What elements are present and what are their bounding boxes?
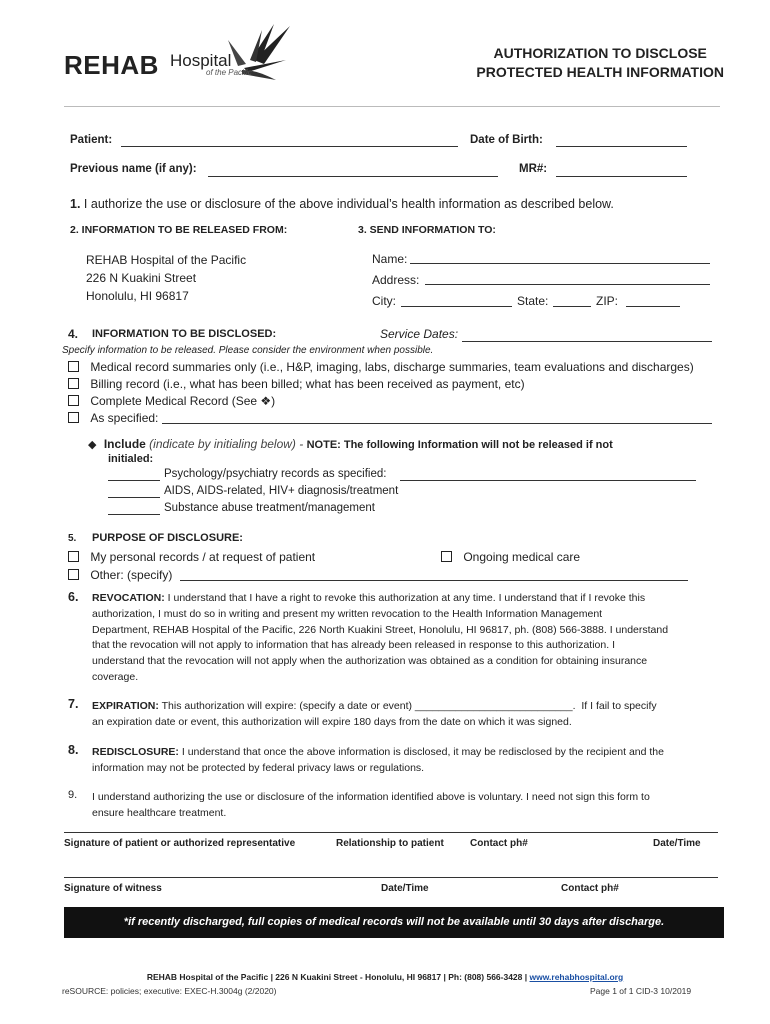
- patient-field[interactable]: [121, 146, 458, 147]
- text-line: I understand that I have a right to revoke this authorization at any time. I understand that if I revoke this: [167, 592, 646, 604]
- page-number: Page 1 of 1 CID-3 10/2019: [590, 986, 692, 996]
- discharge-notice: *if recently discharged, full copies of medical records will not be available until 30 days after discharge.: [64, 907, 724, 938]
- initial-field-substance[interactable]: [108, 514, 160, 515]
- revocation-heading: REVOCATION:: [92, 592, 165, 604]
- checkbox[interactable]: [68, 395, 79, 406]
- send-zip-label: ZIP:: [596, 294, 619, 308]
- section-6-number: 6.: [68, 590, 79, 604]
- send-state-field[interactable]: [553, 306, 591, 307]
- section-8-number: 8.: [68, 743, 79, 757]
- section-1: [70, 197, 614, 211]
- include-note: NOTE: The following Information will not be released if not: [306, 439, 613, 451]
- address-line: 226 N Kuakini Street: [86, 271, 197, 285]
- section-1-number: 1.: [70, 197, 81, 211]
- purpose-other-field[interactable]: [180, 580, 688, 581]
- text-line: information may not be protected by federal privacy laws or regulations.: [92, 762, 425, 774]
- patient-label: Patient:: [70, 134, 113, 146]
- text-line: understand that the revocation will not apply when the authorization was obtained as a condition for obtaining insurance: [92, 655, 648, 668]
- section-1-text: I authorize the use or disclosure of the above individual’s health information as described below.: [83, 197, 614, 211]
- send-state-label: State:: [517, 294, 549, 308]
- previous-name-label: Previous name (if any):: [70, 163, 197, 175]
- initial-item-psych: Psychology/psychiatry records as specified:: [164, 468, 387, 480]
- initial-field-psych[interactable]: [108, 480, 160, 481]
- option-label: Ongoing medical care: [463, 550, 581, 564]
- diamond-icon: ◆: [88, 439, 97, 451]
- initial-item-aids: AIDS, AIDS-related, HIV+ diagnosis/treatment: [164, 485, 399, 497]
- section-4-instructions: Specify information to be released. Please consider the environment when possible.: [62, 345, 434, 356]
- text-line: This authorization will expire: (specify a date or event) ___________________________.: [161, 700, 576, 712]
- service-dates-label: Service Dates:: [380, 327, 459, 341]
- checkbox[interactable]: [68, 412, 79, 423]
- text-line: I understand authorizing the use or disclosure of the information identified above is voluntary. I need not sign this form to: [92, 791, 650, 803]
- option-summaries[interactable]: [68, 359, 694, 375]
- title-line2: PROTECTED HEALTH INFORMATION: [476, 64, 724, 80]
- option-label: Complete Medical Record (See ❖): [90, 394, 276, 408]
- footer-address: [0, 972, 770, 982]
- section-4-heading: INFORMATION TO BE DISCLOSED:: [92, 328, 277, 340]
- service-dates-field[interactable]: [462, 341, 712, 342]
- voluntary-text: [92, 789, 732, 821]
- mr-label: MR#:: [519, 163, 548, 175]
- mr-field[interactable]: [556, 176, 687, 177]
- text-line: ensure healthcare treatment.: [92, 807, 227, 819]
- logo-subtitle: of the Pacific: [206, 68, 252, 77]
- purpose-ongoing-care[interactable]: [441, 549, 580, 565]
- section-7-number: 7.: [68, 697, 79, 711]
- text-line: If I fail to specify: [581, 700, 657, 712]
- option-as-specified[interactable]: [68, 410, 158, 426]
- send-name-label: Name:: [372, 252, 408, 266]
- section-5-heading: PURPOSE OF DISCLOSURE:: [92, 532, 243, 544]
- option-complete-record[interactable]: [68, 393, 275, 409]
- page-title: [476, 44, 724, 82]
- policy-reference: reSOURCE: policies; executive: EXEC-H.3004g (2/2020): [62, 986, 277, 996]
- option-label: My personal records / at request of patient: [90, 550, 316, 564]
- section-5-number: 5.: [68, 533, 77, 544]
- text-line: Department, REHAB Hospital of the Pacific, 226 North Kuakini Street, Honolulu, HI 96817, ph. (808) 566-3888. I understand: [92, 623, 669, 636]
- checkbox[interactable]: [441, 551, 452, 562]
- checkbox[interactable]: [68, 551, 79, 562]
- address-line: REHAB Hospital of the Pacific: [86, 253, 247, 267]
- include-line: [88, 437, 613, 451]
- signature-line-witness[interactable]: [64, 877, 718, 878]
- include-note-cont: initialed:: [108, 453, 154, 465]
- option-label: Medical record summaries only (i.e., H&P, imaging, labs, discharge summaries, team evaluations and discharges): [90, 360, 694, 374]
- as-specified-field[interactable]: [162, 423, 712, 424]
- checkbox[interactable]: [68, 361, 79, 372]
- relationship-label: Relationship to patient: [336, 838, 444, 849]
- witness-contact-label: Contact ph#: [561, 883, 619, 894]
- expiration-heading: EXPIRATION:: [92, 700, 159, 712]
- signature-patient-label: Signature of patient or authorized representative: [64, 838, 296, 849]
- option-label: Billing record (i.e., what has been billed; what has been received as payment, etc): [90, 377, 525, 391]
- send-city-field[interactable]: [401, 306, 512, 307]
- expiration-text: [92, 698, 732, 730]
- section-9-number: 9.: [68, 789, 78, 801]
- dob-field[interactable]: [556, 146, 687, 147]
- send-address-field[interactable]: [425, 284, 710, 285]
- checkbox[interactable]: [68, 569, 79, 580]
- section-2-heading: 2. INFORMATION TO BE RELEASED FROM:: [70, 224, 288, 236]
- previous-name-field[interactable]: [208, 176, 498, 177]
- release-from-address: [86, 251, 246, 305]
- contact-label: Contact ph#: [470, 838, 528, 849]
- initial-field-aids[interactable]: [108, 497, 160, 498]
- send-name-field[interactable]: [410, 263, 710, 264]
- footer-address-text: REHAB Hospital of the Pacific | 226 N Kuakini Street - Honolulu, HI 96817 | Ph: (808) 566-3428 |: [146, 972, 528, 982]
- option-billing[interactable]: [68, 376, 525, 392]
- revocation-text: [92, 591, 732, 686]
- datetime-label: Date/Time: [653, 838, 701, 849]
- logo-hospital: Hospital: [170, 51, 232, 70]
- send-address-label: Address:: [372, 273, 420, 287]
- purpose-other[interactable]: [68, 567, 172, 583]
- redisclosure-text: [92, 744, 732, 776]
- include-instruction: (indicate by initialing below) -: [149, 437, 304, 451]
- text-line: authorization, I must do so in writing and present my written revocation to the Health Information Management: [92, 607, 603, 620]
- section-4-number: 4.: [68, 327, 79, 341]
- send-city-label: City:: [372, 294, 396, 308]
- initial-item-substance: Substance abuse treatment/management: [164, 502, 375, 514]
- section-3-heading: 3. SEND INFORMATION TO:: [358, 224, 496, 236]
- checkbox[interactable]: [68, 378, 79, 389]
- text-line: coverage.: [92, 670, 139, 683]
- text-line: an expiration date or event, this authorization will expire 180 days from the date on which it was signed.: [92, 716, 572, 728]
- option-label: As specified:: [90, 411, 159, 425]
- text-line: I understand that once the above information is disclosed, it may be redisclosed by the recipient and the: [181, 746, 664, 758]
- redisclosure-heading: REDISCLOSURE:: [92, 746, 179, 758]
- witness-datetime-label: Date/Time: [381, 883, 429, 894]
- text-line: that the revocation will not apply to information that has already been released in response to this authorization. I: [92, 639, 615, 652]
- address-line: Honolulu, HI 96817: [86, 289, 189, 303]
- dob-label: Date of Birth:: [470, 134, 543, 146]
- option-label: Other: (specify): [90, 568, 173, 582]
- signature-witness-label: Signature of witness: [64, 883, 162, 894]
- send-zip-field[interactable]: [626, 306, 680, 307]
- header-divider: [64, 106, 720, 107]
- purpose-personal[interactable]: [68, 549, 315, 565]
- include-label: Include: [103, 437, 146, 451]
- logo-brand: REHAB: [64, 50, 159, 80]
- website-link[interactable]: www.rehabhospital.org: [529, 972, 624, 982]
- signature-line-patient[interactable]: [64, 832, 718, 833]
- title-line1: AUTHORIZATION TO DISCLOSE: [493, 45, 707, 61]
- psych-specified-field[interactable]: [400, 480, 696, 481]
